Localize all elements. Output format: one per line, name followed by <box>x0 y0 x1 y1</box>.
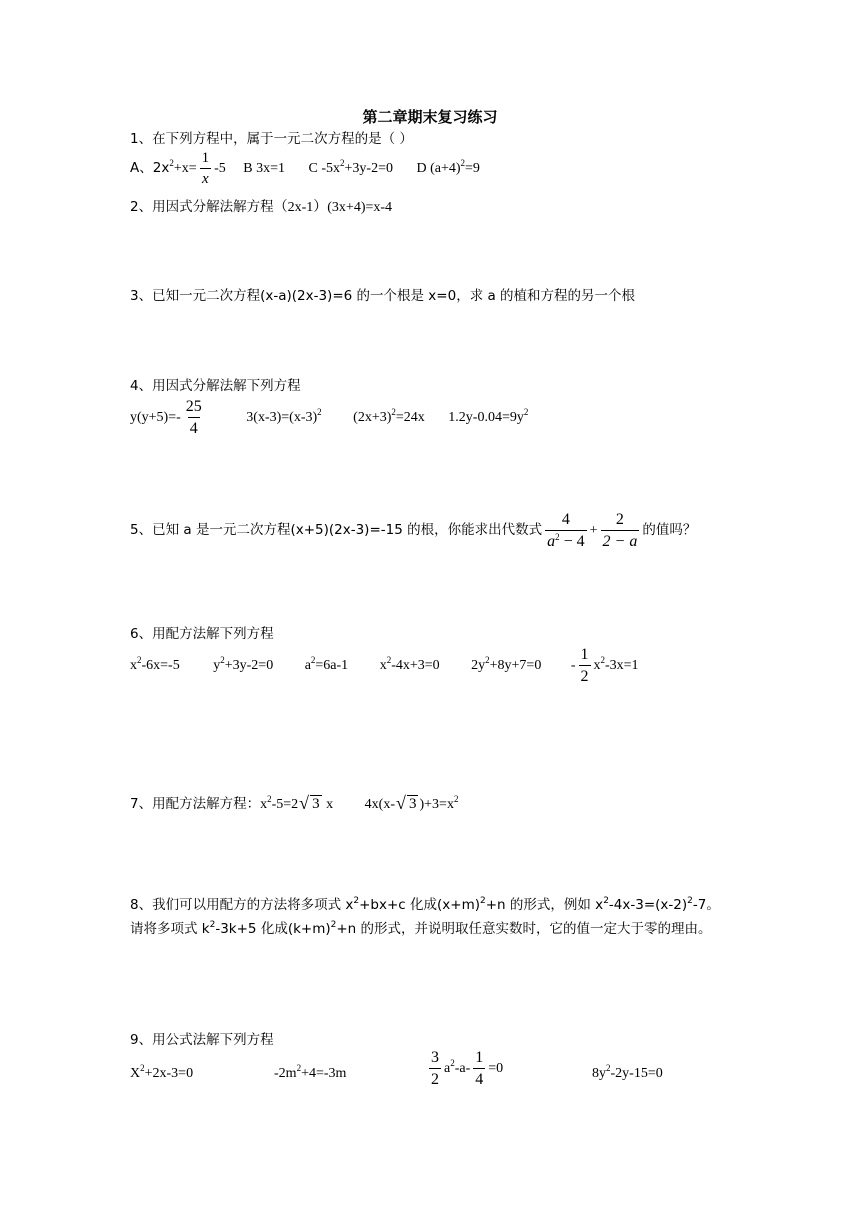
q6-eq-5: $2y^2+8y+7=0$ <box>471 655 542 674</box>
q6-eq-2: $y^2+3y-2=0$ <box>213 655 274 674</box>
q7-eq-2: 4x(x- √ 3 )$+3=x^2$ <box>364 793 459 813</box>
q4-stem: 4、用因式分解法解下列方程 <box>130 378 301 394</box>
q3-stem: 3、已知一元二次方程(x-a)(2x-3)=6 的一个根是 x=0，求 a 的植和方程的另一个根 <box>130 288 636 304</box>
q1-a-fraction: $\frac{1}{x}$ <box>201 150 210 187</box>
page-title: 第二章期末复习练习 <box>362 108 498 126</box>
q6-stem: 6、用配方法解下列方程 <box>130 626 274 642</box>
q1-option-a: A、$2x^2+x=$ $\frac{1}{x}$ -5 <box>130 150 226 187</box>
q4-equations <box>130 399 528 437</box>
q7-stem: 7、用配方法解方程：$x^2-5=2$ √ 3 x 4x(x- √ 3 )$+3=x^2$ <box>130 793 459 813</box>
q9-eq3-fraction-2: $\frac{1}{4}$ <box>475 1049 484 1088</box>
q6-eq-6: - $\frac{1}{2}$ $x^2-3x=1$ <box>570 646 639 685</box>
q4-eq-4: $1.2y-0.04=9y^2$ <box>448 407 529 426</box>
q6-eq-3: $a^2=6a-1$ <box>304 655 349 674</box>
q1-stem: 1、在下列方程中，属于一元二次方程的是（ ） <box>130 131 413 147</box>
q5-fraction-2: $\frac{2}{2 - a}$ <box>602 511 638 550</box>
q9-eq-3: $\frac{3}{2}$ $a^2-a-$ $\frac{1}{4}$ =0 <box>431 1049 504 1088</box>
q2-stem: 2、用因式分解法解方程（2x-1）(3x+4)=x-4 <box>130 199 393 215</box>
q9-stem: 9、用公式法解下列方程 <box>130 1032 274 1048</box>
q6-eq-1: $x^2-6x=-5$ <box>130 655 180 674</box>
q4-eq-1: y(y+5)=- $\frac{25}{4}$ <box>130 398 202 437</box>
q5-stem: 5、已知 a 是一元二次方程(x+5)(2x-3)=-15 的根，你能求出代数式 $\frac{4}{a^2 - 4}$ + $\frac{2}{2 - a}$ 的值吗？ <box>130 511 697 550</box>
q5-fraction-1: $\frac{4}{a^2 - 4}$ <box>547 511 585 550</box>
q4-eq-2: $3(x-3)=(x-3)^2$ <box>246 407 322 426</box>
q6-eq6-fraction: $\frac{1}{2}$ <box>580 646 589 685</box>
q7-eq1-sqrt: √ 3 <box>299 793 320 813</box>
q1-options <box>130 151 480 187</box>
q1-option-b: B 3x=1 <box>243 161 286 177</box>
q1-option-c: C $-5x^2+3y-2=0$ <box>308 158 393 177</box>
q6-eq-4: $x^2-4x+3=0$ <box>379 655 440 674</box>
q9-eq-1: $X^2+2x-3=0$ <box>130 1063 194 1081</box>
q1-option-d: D $(a+4)^2=9$ <box>416 158 480 177</box>
q9-eq3-fraction-1: $\frac{3}{2}$ <box>431 1049 439 1088</box>
q4-eq-3: $(2x+3)^2=24x$ <box>353 407 425 426</box>
q9-eq-4: $8y^2-2y-15=0$ <box>592 1063 663 1081</box>
q7-eq2-sqrt: √ 3 <box>395 793 417 813</box>
q8-line-1: 8、我们可以用配方的方法将多项式 $x^2+bx+c$ 化成$(x+m)^2+n$ 的形式，例如 $x^2-4x-3=(x-2)^2-7$。 <box>130 896 720 913</box>
q6-equations <box>130 647 639 685</box>
q9-eq-2: $-2m^2+4=-3m$ <box>274 1063 347 1081</box>
q4-eq1-fraction: $\frac{25}{4}$ <box>185 398 202 437</box>
q7-eq-1: $x^2-5=2$ √ 3 x <box>260 793 334 813</box>
q8-line-2: 请将多项式 $k^2-3k+5$ 化成$(k+m)^2+n$ 的形式，并说明取任意实数时，它的值一定大于零的理由。 <box>130 920 712 937</box>
